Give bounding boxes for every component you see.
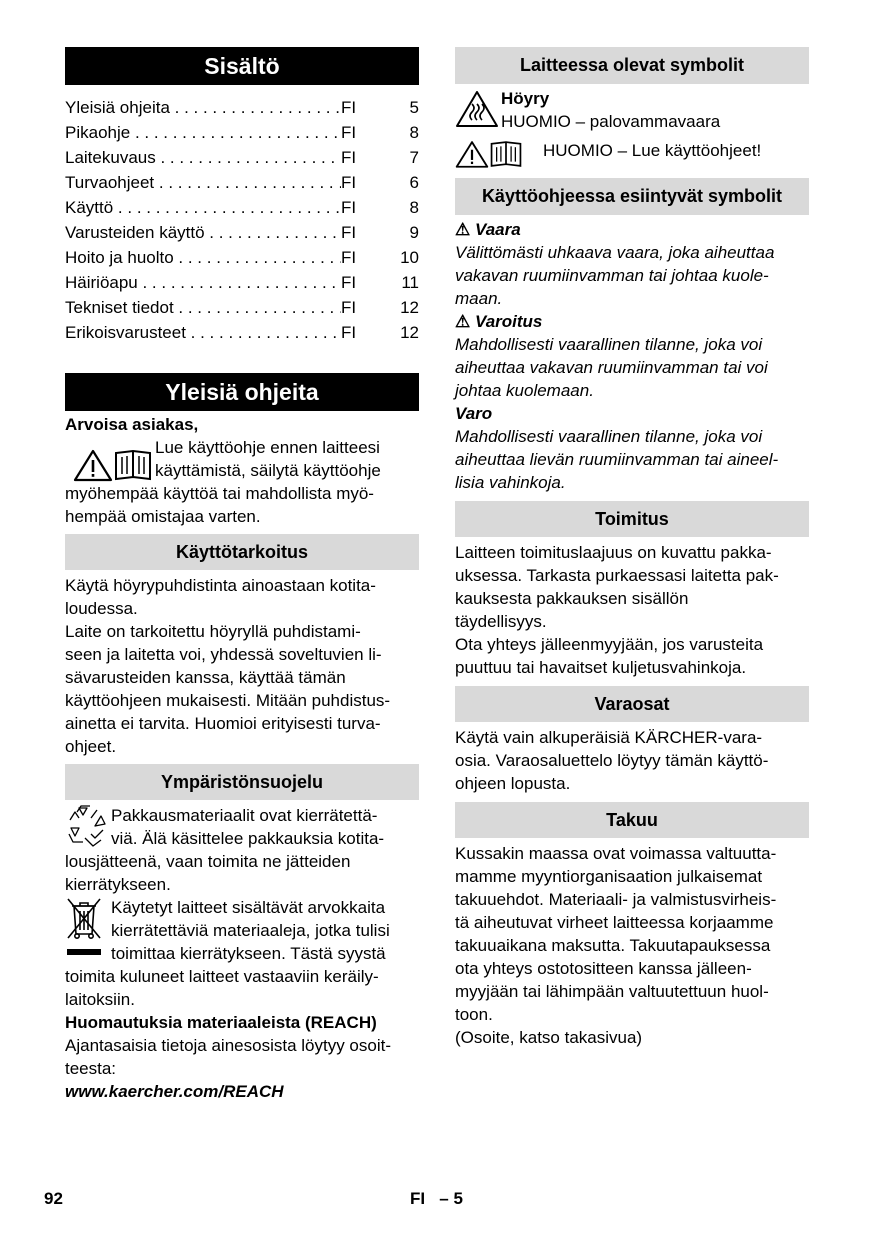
purpose-line: ohjeet. (65, 737, 117, 756)
delivery-line: uksessa. Tarkasta purkaessasi laitetta pak- (455, 566, 779, 585)
toc-entry[interactable] (65, 295, 419, 320)
toc-entry-page: 11 (401, 273, 419, 292)
spare-parts-line: Käytä vain alkuperäisiä KÄRCHER-vara- (455, 728, 763, 747)
toc-title: Sisältö (65, 47, 419, 85)
hot-steam-warning-icon (455, 89, 499, 129)
weee-line: toimita kuluneet laitteet vastaaviin keräily- (65, 967, 379, 986)
intro-text (155, 436, 381, 482)
caution-line: lisia vahinkoja. (455, 473, 566, 492)
steam-heading: Höyry (501, 89, 550, 108)
manual-book-icon (113, 448, 153, 482)
caution-line: Mahdollisesti vaarallinen tilanne, joka voi (455, 427, 763, 446)
danger-line: Välittömästi uhkaava vaara, joka aiheuttaa (455, 243, 775, 262)
recycle-icon (65, 804, 107, 848)
toc-entry[interactable] (65, 170, 419, 195)
toc-entry-title: Käyttö . . . (65, 195, 341, 220)
toc-entry-page: 7 (409, 148, 419, 167)
reach-line: teesta: (65, 1059, 117, 1078)
steam-symbol-row (455, 87, 809, 133)
toc-entry-title: Häiriöapu . . . (65, 270, 341, 295)
reach-heading: Huomautuksia materiaaleista (REACH) (65, 1013, 377, 1032)
toc-entry[interactable] (65, 270, 419, 295)
toc-entry-page: 5 (409, 98, 419, 117)
recycle-line: viä. Älä käsittelee pakkauksia kotita- (111, 829, 385, 848)
purpose-line: loudessa. (65, 599, 138, 618)
purpose-line: ainetta ei tarvita. Huomioi erityisesti turva- (65, 714, 381, 733)
toc-entry-title: Laitekuvaus . . . (65, 145, 341, 170)
warranty-line: toon. (455, 1005, 493, 1024)
toc-entry-page: 9 (409, 223, 419, 242)
intro-line: Lue käyttöohje ennen laitteesi (155, 438, 380, 457)
toc-entry[interactable] (65, 220, 419, 245)
warning-line: aiheuttaa vakavan ruumiinvamman tai voi (455, 358, 768, 377)
left-column (65, 47, 419, 1103)
toc-entry-title: Yleisiä ohjeita . . . (65, 95, 341, 120)
toc-entry[interactable] (65, 245, 419, 270)
warning-heading: Varoitus (474, 312, 543, 331)
device-symbols-title: Laitteessa olevat symbolit (455, 47, 809, 84)
warranty-line: ota yhteys ostotositteen kanssa jälleen- (455, 959, 752, 978)
toc-entry-title: Erikoisvarusteet . . . (65, 320, 341, 345)
warranty-line: myyjään tai lähimpään valtuutettuun huol- (455, 982, 769, 1001)
warning-triangle-icon: ⚠ (455, 220, 471, 239)
recycle-line: kierrätykseen. (65, 875, 171, 894)
warranty-line: mamme myyntiorganisaation julkaisemat (455, 867, 763, 886)
recycle-line: Pakkausmateriaalit ovat kierrätettä- (111, 806, 378, 825)
reach-url-link[interactable]: www.kaercher.com/REACH (65, 1082, 284, 1101)
intro-icons (65, 436, 155, 482)
toc-entry-lang: FI (341, 223, 357, 242)
warranty-line: takuuehdot. Materiaali- ja valmistusvirheis- (455, 890, 777, 909)
general-title: Yleisiä ohjeita (65, 373, 419, 411)
delivery-line: täydellisyys. (455, 612, 547, 631)
manual-symbols-title: Käyttöohjeessa esiintyvät symbolit (455, 178, 809, 215)
steam-description: HUOMIO – palovammavaara (501, 112, 721, 131)
toc-entry-lang: FI (341, 98, 357, 117)
crossed-bin-icon (65, 896, 103, 958)
toc-entry-page: 8 (409, 123, 419, 142)
warranty-line: Kussakin maassa ovat voimassa valtuutta- (455, 844, 777, 863)
delivery-line: kauksesta pakkauksen sisällön (455, 589, 689, 608)
toc-entry-page: 12 (400, 323, 419, 342)
warranty-body (455, 842, 809, 1049)
section-marker: FI – 5 (410, 1189, 463, 1208)
danger-heading: Vaara (474, 220, 521, 239)
intro-line: myöhempää käyttöä tai mahdollista myö- (65, 484, 374, 503)
weee-line: laitoksiin. (65, 990, 135, 1009)
toc-entry-title: Tekniset tiedot . . . (65, 295, 341, 320)
toc-entry[interactable] (65, 195, 419, 220)
warranty-title: Takuu (455, 802, 809, 838)
manual-symbols-body (455, 218, 809, 494)
spare-parts-line: ohjeen lopusta. (455, 774, 571, 793)
manual-description: HUOMIO – Lue käyttöohjeet! (543, 141, 762, 160)
toc-entry-lang: FI (341, 123, 357, 142)
purpose-line: Laite on tarkoitettu höyryllä puhdistami- (65, 622, 361, 641)
warranty-line: tä aiheutuvat virheet laitteessa korjaamme (455, 913, 774, 932)
delivery-line: puuttuu tai havaitset kuljetusvahinkoja. (455, 658, 747, 677)
warning-triangle-icon (73, 448, 113, 482)
caution-line: aiheuttaa lievän ruumiinvamman tai aineel- (455, 450, 779, 469)
warning-heading-row (455, 310, 809, 333)
warning-line: johtaa kuolemaan. (455, 381, 594, 400)
toc-entry-lang: FI (341, 173, 357, 192)
manual-icons (455, 139, 543, 169)
environment-title: Ympäristönsuojelu (65, 764, 419, 800)
toc-entry-lang: FI (341, 323, 357, 342)
toc-entry-title: Turvaohjeet . . . (65, 170, 341, 195)
purpose-line: Käytä höyrypuhdistinta ainoastaan kotita- (65, 576, 376, 595)
reach-line: Ajantasaisia tietoja ainesosista löytyy osoit- (65, 1036, 391, 1055)
delivery-line: Laitteen toimituslaajuus on kuvattu pakka- (455, 543, 772, 562)
toc-entry-title: Hoito ja huolto . . . (65, 245, 341, 270)
caution-heading: Varo (455, 404, 493, 423)
steam-icon-wrap (455, 87, 501, 133)
table-of-contents (65, 95, 419, 345)
right-column (455, 47, 809, 1049)
toc-entry-page: 10 (400, 248, 419, 267)
toc-entry-lang: FI (341, 273, 357, 292)
purpose-line: seen ja laitetta voi, yhdessä soveltuvien li- (65, 645, 382, 664)
environment-body (65, 804, 419, 1103)
toc-entry-title: Varusteiden käyttö . . . (65, 220, 341, 245)
toc-entry[interactable] (65, 95, 419, 120)
toc-entry-lang: FI (341, 248, 357, 267)
greeting: Arvoisa asiakas, (65, 415, 199, 434)
purpose-body (65, 574, 419, 758)
toc-entry-page: 8 (409, 198, 419, 217)
warranty-line: takuuaikana maksutta. Takuutapauksessa (455, 936, 771, 955)
weee-line: kierrätettäviä materiaaleja, jotka tulisi (111, 921, 390, 940)
delivery-body (455, 541, 809, 679)
weee-line: toimittaa kierrätykseen. Tästä syystä (111, 944, 386, 963)
warning-triangle-icon (455, 139, 489, 169)
recycle-icon-wrap (65, 804, 111, 850)
toc-entry[interactable] (65, 145, 419, 170)
page-number: 92 (44, 1189, 63, 1208)
toc-entry-page: 12 (400, 298, 419, 317)
delivery-line: Ota yhteys jälleenmyyjään, jos varusteita (455, 635, 764, 654)
toc-entry-lang: FI (341, 198, 357, 217)
toc-entry-title: Pikaohje . . . (65, 120, 341, 145)
intro-block (65, 436, 419, 482)
warning-triangle-icon: ⚠ (455, 312, 471, 331)
spare-parts-line: osia. Varaosaluettelo löytyy tämän käyttö- (455, 751, 769, 770)
toc-entry[interactable] (65, 120, 419, 145)
danger-line: vakavan ruumiinvamman tai johtaa kuole- (455, 266, 769, 285)
toc-entry-lang: FI (341, 148, 357, 167)
spare-parts-title: Varaosat (455, 686, 809, 722)
warranty-line: (Osoite, katso takasivua) (455, 1028, 643, 1047)
recycle-line: lousjätteenä, vaan toimita ne jätteiden (65, 852, 351, 871)
manual-symbol-row (455, 139, 809, 169)
danger-line: maan. (455, 289, 503, 308)
intro-line: hempää omistajaa varten. (65, 507, 261, 526)
delivery-title: Toimitus (455, 501, 809, 537)
warning-line: Mahdollisesti vaarallinen tilanne, joka voi (455, 335, 763, 354)
purpose-line: käyttöohjeen mukaisesti. Mitään puhdistus- (65, 691, 391, 710)
manual-book-icon (489, 139, 523, 169)
intro-line: käyttämistä, säilytä käyttöohje (155, 461, 381, 480)
weee-line: Käytetyt laitteet sisältävät arvokkaita (111, 898, 386, 917)
danger-heading-row (455, 218, 809, 241)
toc-entry[interactable] (65, 320, 419, 345)
steam-text (501, 87, 720, 133)
toc-entry-lang: FI (341, 298, 357, 317)
spare-parts-body (455, 726, 809, 795)
toc-entry-page: 6 (409, 173, 419, 192)
purpose-line: sävarusteiden kanssa, käyttää tämän (65, 668, 346, 687)
weee-icon-wrap (65, 896, 111, 965)
purpose-title: Käyttötarkoitus (65, 534, 419, 570)
